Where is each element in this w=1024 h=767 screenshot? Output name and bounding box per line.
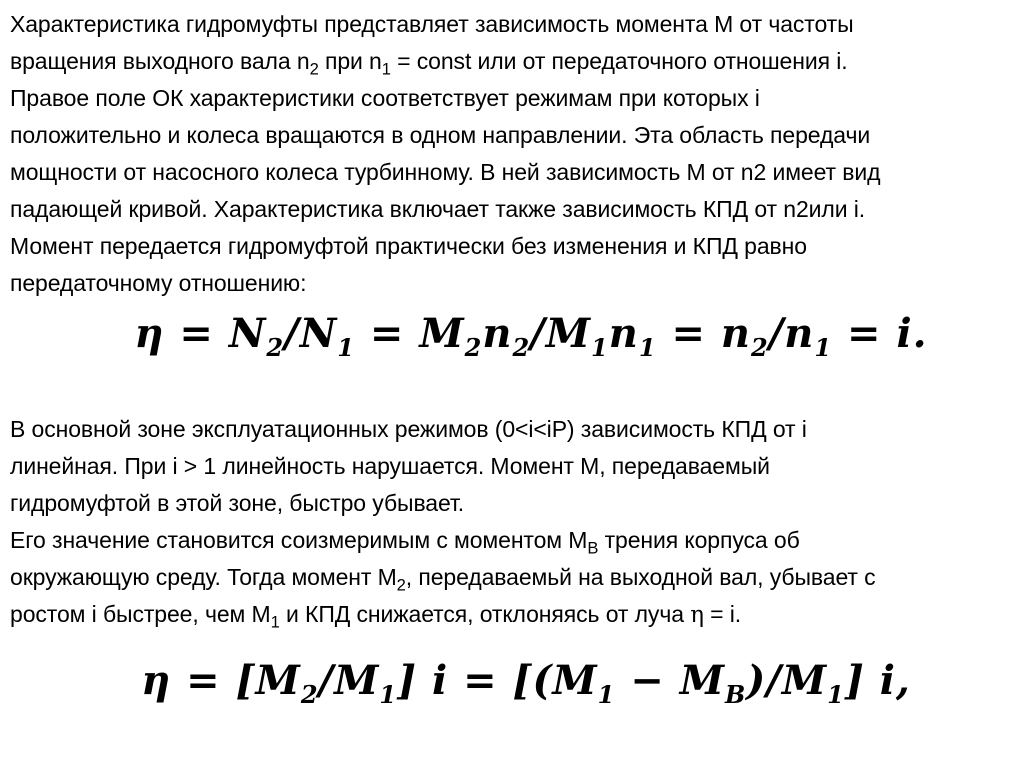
text-segment: при n (318, 48, 382, 74)
subscript: 2 (309, 59, 319, 79)
subscript: 2 (396, 575, 406, 595)
text-line (10, 448, 1016, 485)
text-segment: окружающую среду. Тогда момент М (10, 564, 397, 590)
text-segment: Момент передается гидромуфтой практически без изменения и КПД равно (10, 233, 807, 259)
text-segment: )/M (746, 657, 828, 704)
text-segment: вращения выходного вала n (10, 48, 310, 74)
subscript: 1 (591, 333, 609, 362)
text-segment: η = N (134, 310, 267, 357)
text-segment: = n (656, 310, 751, 357)
text-segment: передаточному отношению: (10, 270, 307, 296)
paragraph-friction-moment (10, 522, 1016, 634)
text-segment: = const или от передаточного отношения i. (390, 48, 848, 74)
text-segment: мощности от насосного колеса турбинному. В ней зависимость М от n2 имеет вид (10, 159, 881, 185)
text-segment: ] i = [(M (397, 657, 598, 704)
text-segment: Правое поле ОК характеристики соответствует режимам при которых i (10, 85, 760, 111)
text-segment: /N (284, 310, 338, 357)
text-segment: = M (354, 310, 465, 357)
subscript: 1 (379, 680, 398, 709)
text-segment: = i. (832, 310, 928, 357)
subscript: 1 (827, 680, 845, 709)
subscript: 1 (270, 612, 280, 632)
text-segment: Его значение становится соизмеримым с моментом М (10, 527, 588, 553)
text-segment: /M (530, 310, 592, 357)
text-line (10, 522, 1016, 559)
text-segment: падающей кривой. Характеристика включает также зависимость КПД от n2или i. (10, 196, 866, 222)
subscript: В (587, 538, 599, 558)
text-segment: Характеристика гидромуфты представляет зависимость момента М от частоты (10, 11, 854, 37)
text-line (10, 596, 1016, 634)
text-line (10, 411, 1016, 448)
text-segment: η = [M (141, 657, 301, 704)
text-segment: гидромуфтой в этой зоне, быстро убывает. (10, 490, 465, 516)
formula-moment-loss (10, 649, 1016, 713)
text-line (10, 485, 1016, 522)
subscript: 2 (300, 680, 319, 709)
text-segment: /M (318, 657, 380, 704)
subscript: 1 (597, 680, 616, 709)
text-line (10, 43, 1016, 80)
text-line (10, 6, 1016, 43)
subscript: В (725, 680, 747, 709)
subscript: 1 (814, 333, 833, 362)
text-segment: ростом i быстрее, чем М (10, 601, 271, 627)
text-segment: n (608, 310, 639, 357)
text-line (10, 191, 1016, 228)
text-segment: , передаваемьй на выходной вал, убывает с (405, 564, 876, 590)
subscript: 2 (464, 333, 483, 362)
text-segment: = i. (703, 601, 742, 627)
text-line (10, 265, 1016, 302)
subscript: 2 (750, 333, 769, 362)
subscript: 1 (381, 59, 391, 79)
text-segment: /n (768, 310, 815, 357)
formula-efficiency-ratio (10, 302, 1016, 366)
text-line (10, 80, 1016, 117)
text-segment: линейная. При i > 1 линейность нарушается. Момент М, передаваемый (10, 453, 770, 479)
text-line (10, 117, 1016, 154)
subscript: 2 (266, 333, 285, 362)
paragraph-characteristic-intro (10, 6, 1016, 302)
text-segment: − M (615, 657, 726, 704)
subscript: 1 (638, 333, 657, 362)
text-segment: положительно и колеса вращаются в одном направлении. Эта область передачи (10, 122, 871, 148)
text-segment: η (690, 602, 704, 628)
text-segment: трения корпуса об (598, 527, 800, 553)
text-segment: В основной зоне эксплуатационных режимов (0<i<iP) зависимость КПД от i (10, 416, 807, 442)
subscript: 2 (512, 333, 531, 362)
text-line (10, 559, 1016, 596)
subscript: 1 (337, 333, 355, 362)
text-line (10, 154, 1016, 191)
text-line (10, 228, 1016, 265)
text-segment: n (482, 310, 513, 357)
paragraph-operating-zone (10, 411, 1016, 522)
text-segment: ] i, (844, 657, 911, 704)
text-segment: и КПД снижается, отклоняясь от луча (279, 601, 691, 627)
